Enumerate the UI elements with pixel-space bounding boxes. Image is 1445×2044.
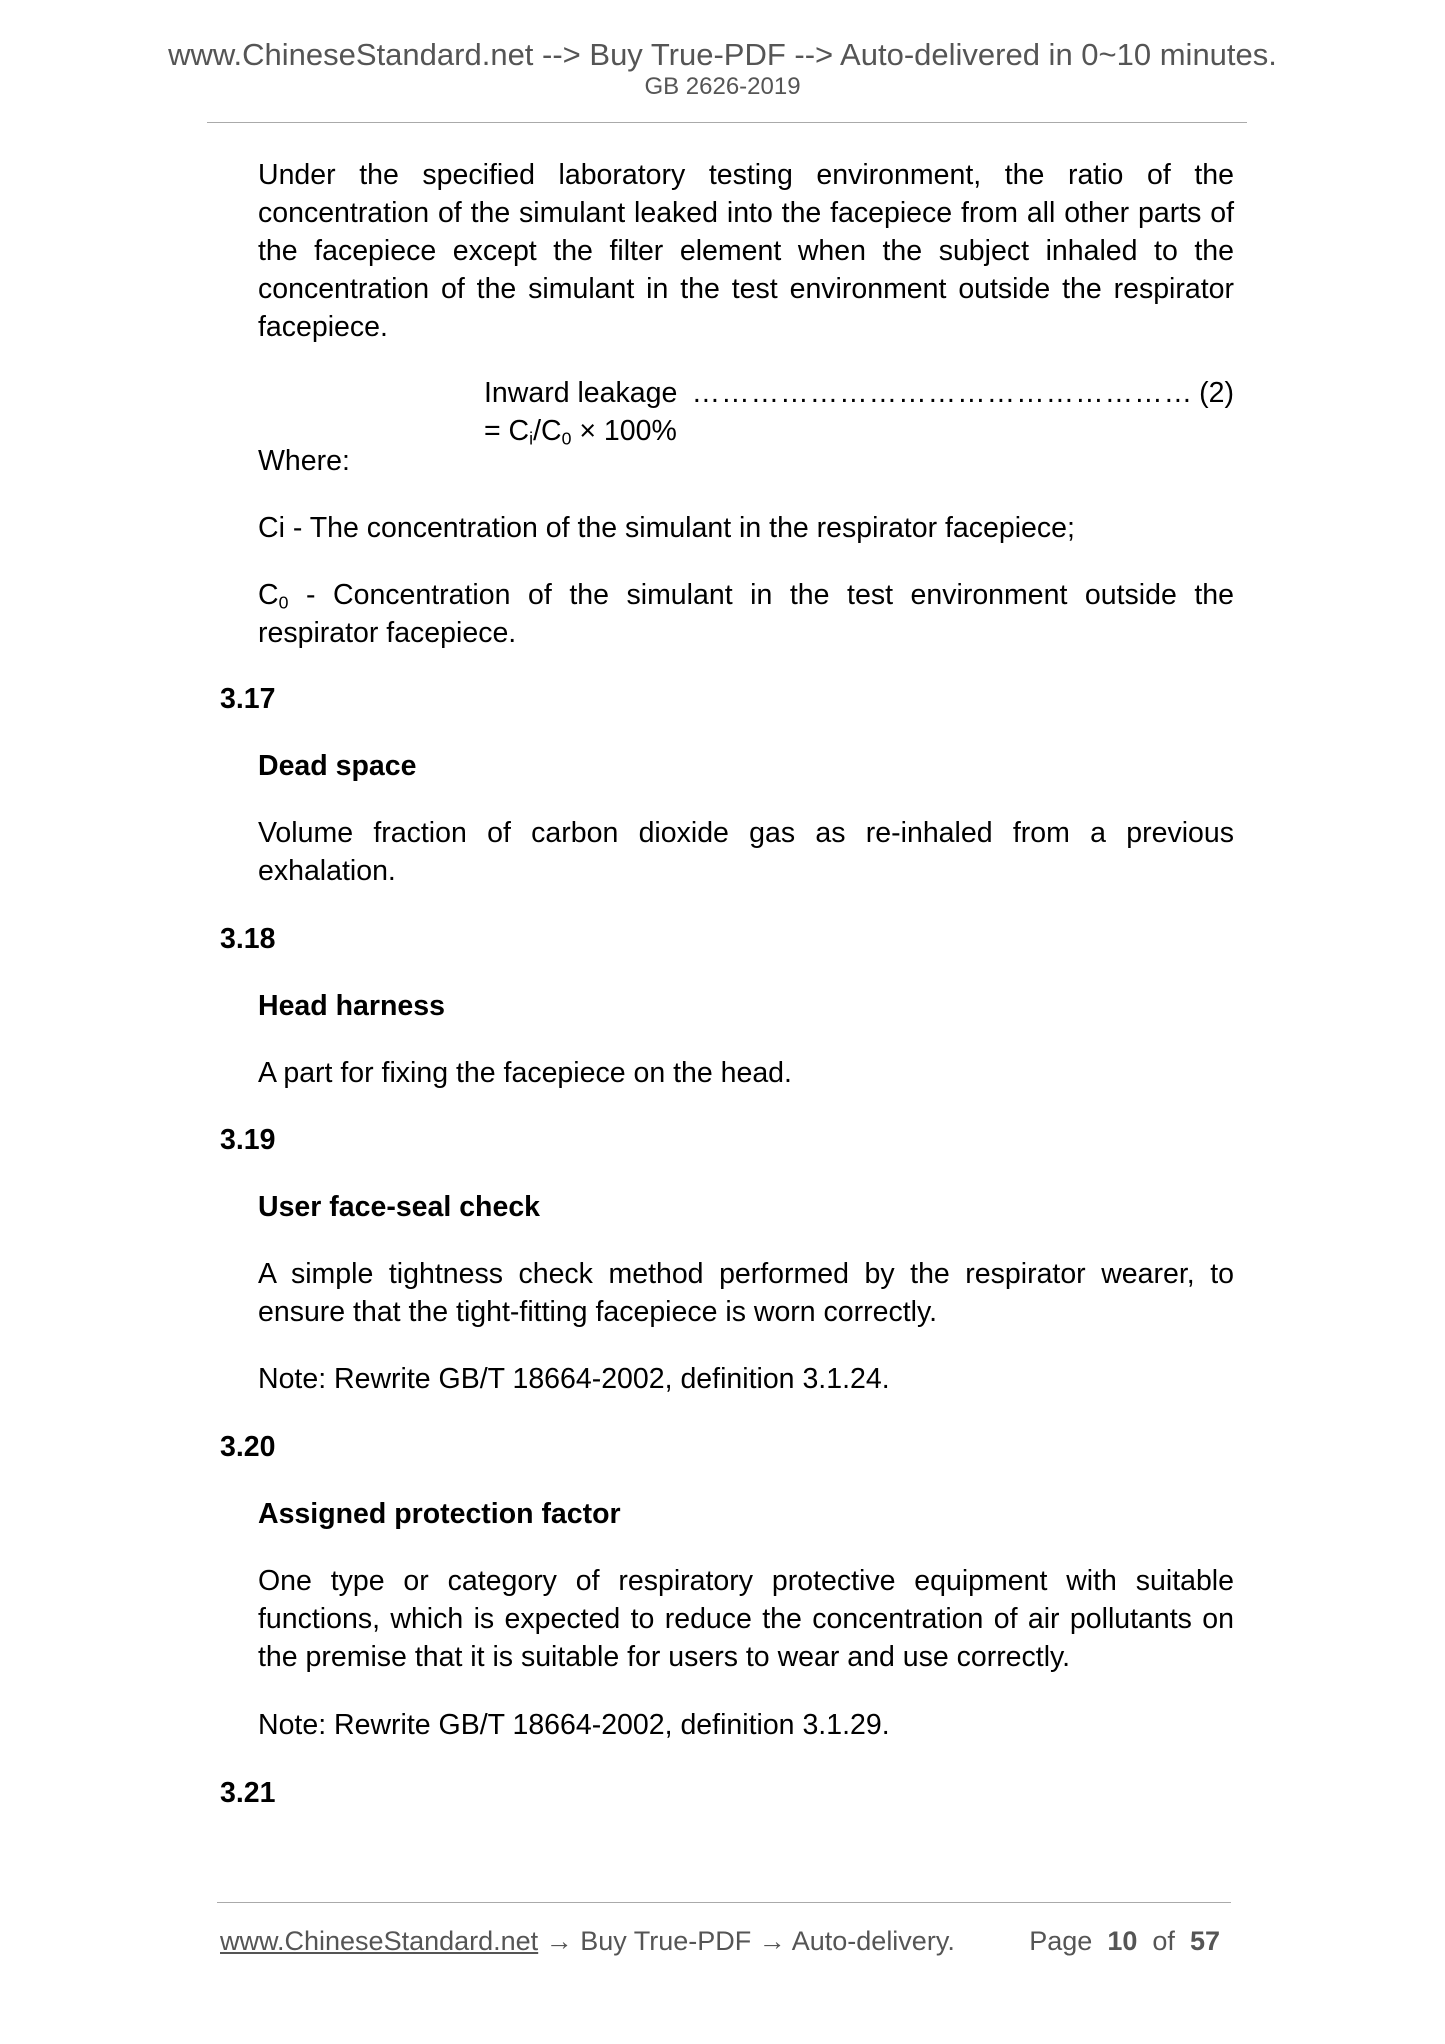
section-definition: One type or category of respiratory protective equipment with suitable functions, which is expected to reduce the concentration of air pollutants on the premise that it is suitable for users to wear and use correctly. — [258, 1565, 1234, 1673]
formula-expression: Inward leakage = $C_i/C_0 \times 100\%$ — [484, 377, 678, 449]
section-number: 3.20 — [220, 1431, 276, 1463]
intro-paragraph-text: Under the specified laboratory testing environment, the ratio of the concentration of the simulant leaked into the facepiece from all other parts of the facepiece except the filter element when the subject inhaled to the concentration of the simulant in the test environment outside the respirator facepiece. — [258, 159, 1234, 343]
footer-tagline: → Buy True-PDF → Auto-delivery. — [538, 1926, 955, 1956]
section-note: Note: Rewrite GB/T 18664-2002, definition 3.1.29. — [258, 1709, 890, 1741]
section-term: Dead space — [258, 750, 417, 782]
section-term: Assigned protection factor — [258, 1498, 621, 1530]
section-number: 3.18 — [220, 923, 276, 955]
intro-paragraph — [258, 156, 1234, 346]
section-number: 3.17 — [220, 683, 276, 715]
standard-code: GB 2626-2019 — [644, 73, 801, 100]
where-label: Where: — [258, 445, 350, 477]
header-banner: www.ChineseStandard.net --> Buy True-PDF --> Auto-delivered in 0~10 minutes. — [168, 37, 1277, 72]
inward-leakage-formula — [484, 374, 1234, 450]
section-definition: Volume fraction of carbon dioxide gas as re-inhaled from a previous exhalation. — [258, 817, 1234, 887]
total-pages: 57 — [1189, 1926, 1220, 1956]
section-term: Head harness — [258, 990, 445, 1022]
footer-divider — [217, 1902, 1231, 1903]
where-ci: Ci - The concentration of the simulant in the respirator facepiece; — [258, 512, 1075, 544]
section-number: 3.19 — [220, 1124, 276, 1156]
section-term: User face-seal check — [258, 1191, 541, 1223]
current-page: 10 — [1107, 1926, 1138, 1956]
formula-leader-dots: …………………………………………… — [691, 377, 1194, 409]
page-indicator: Page 10 of 57 — [1029, 1926, 1220, 1956]
section-note: Note: Rewrite GB/T 18664-2002, definition 3.1.24. — [258, 1363, 890, 1395]
footer-site-link[interactable]: www.ChineseStandard.net — [220, 1926, 539, 1956]
formula-number: (2) — [1199, 377, 1234, 409]
where-c0: $C_0$ - Concentration of the simulant in the test environment outside the respirator facepiece. — [258, 579, 1234, 649]
header-divider — [207, 122, 1247, 123]
section-number: 3.21 — [220, 1777, 276, 1809]
footer — [220, 1924, 1228, 1958]
section-definition: A simple tightness check method performed by the respirator wearer, to ensure that the tight-fitting facepiece is worn correctly. — [258, 1258, 1234, 1328]
section-definition: A part for fixing the facepiece on the head. — [258, 1057, 792, 1089]
footer-left — [220, 1924, 955, 1958]
